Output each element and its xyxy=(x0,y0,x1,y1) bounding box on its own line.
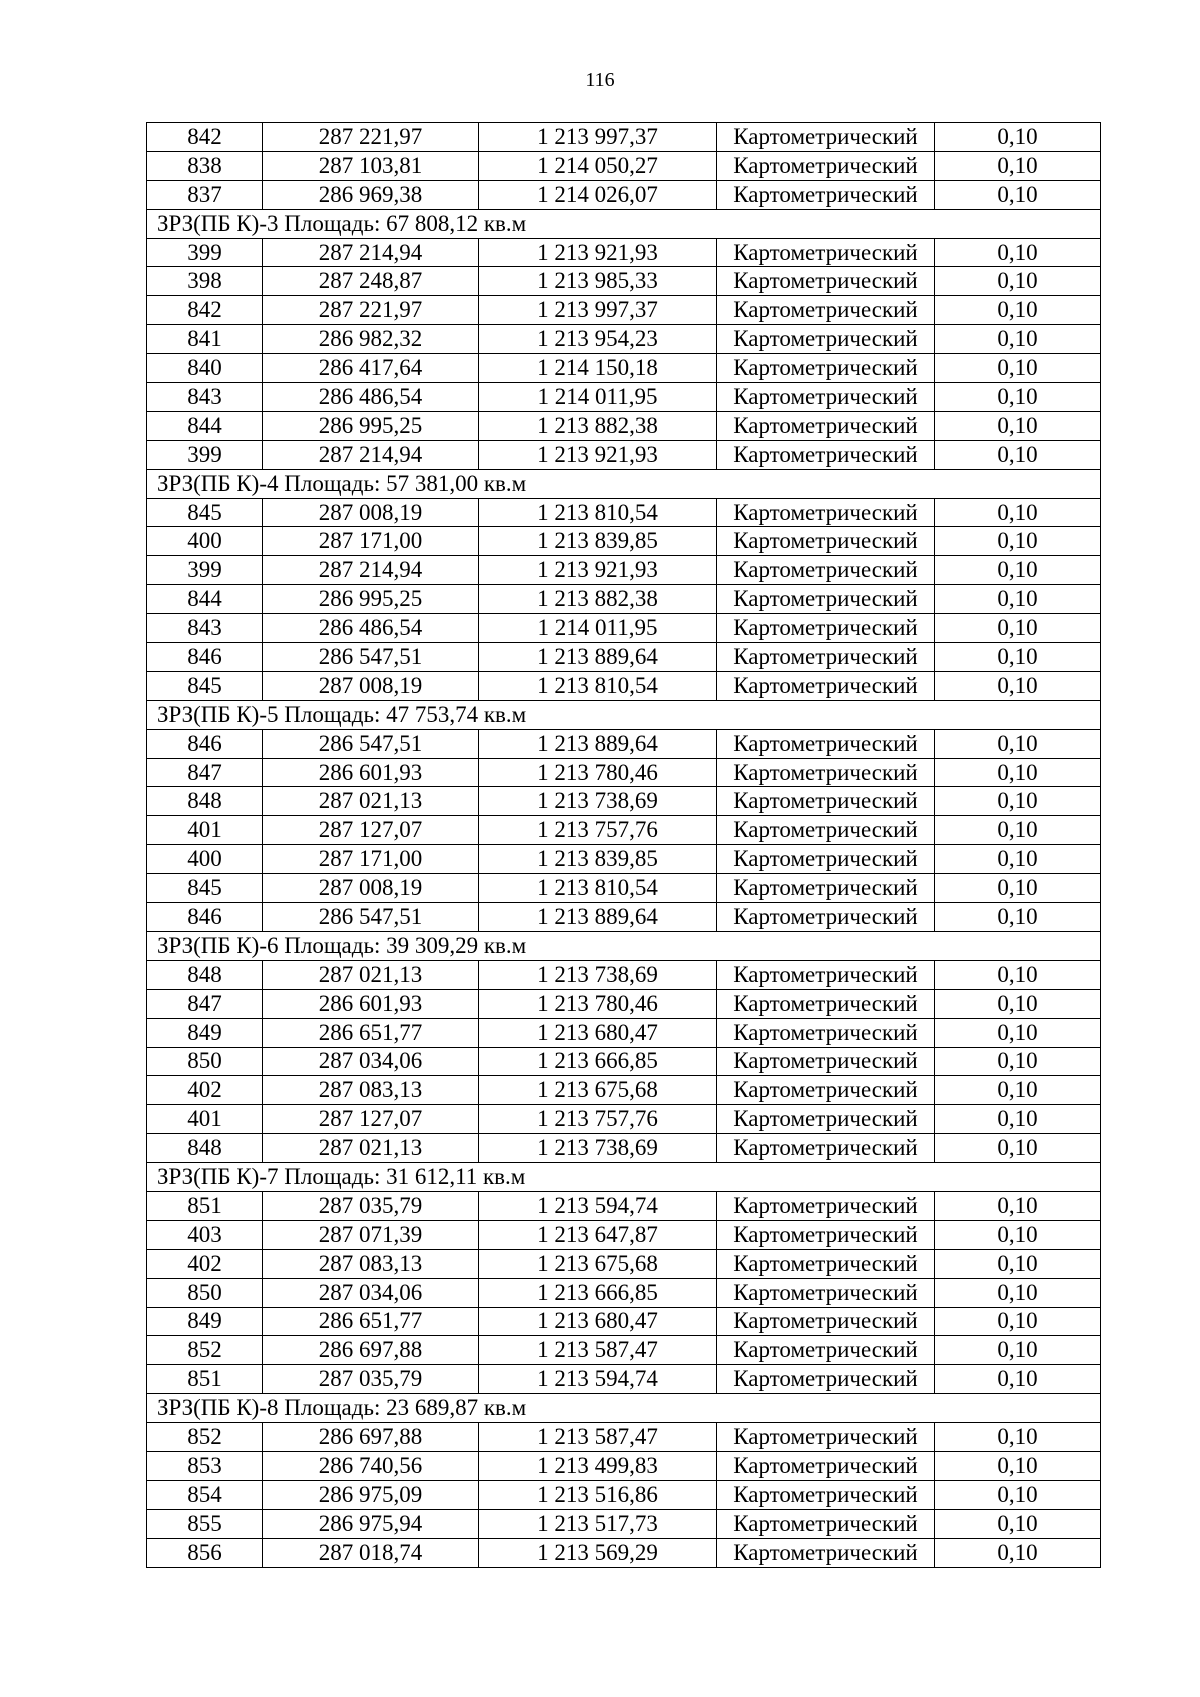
table-row xyxy=(147,758,1101,787)
point-number-cell: 399 xyxy=(147,238,263,267)
method-cell: Картометрический xyxy=(717,296,935,325)
y-coordinate-cell: 1 213 889,64 xyxy=(479,643,717,672)
accuracy-cell: 0,10 xyxy=(935,614,1101,643)
point-number-cell: 851 xyxy=(147,1191,263,1220)
table-row xyxy=(147,585,1101,614)
table-row xyxy=(147,354,1101,383)
accuracy-cell: 0,10 xyxy=(935,1307,1101,1336)
point-number-cell: 844 xyxy=(147,585,263,614)
method-cell: Картометрический xyxy=(717,1451,935,1480)
method-cell: Картометрический xyxy=(717,614,935,643)
accuracy-cell: 0,10 xyxy=(935,1134,1101,1163)
point-number-cell: 837 xyxy=(147,180,263,209)
method-cell: Картометрический xyxy=(717,903,935,932)
y-coordinate-cell: 1 213 889,64 xyxy=(479,903,717,932)
point-number-cell: 847 xyxy=(147,758,263,787)
method-cell: Картометрический xyxy=(717,383,935,412)
table-row xyxy=(147,411,1101,440)
method-cell: Картометрический xyxy=(717,180,935,209)
table-row xyxy=(147,123,1101,152)
y-coordinate-cell: 1 213 738,69 xyxy=(479,960,717,989)
table-row xyxy=(147,1249,1101,1278)
section-header: ЗРЗ(ПБ К)-3 Площадь: 67 808,12 кв.м xyxy=(147,209,1101,238)
table-row xyxy=(147,1307,1101,1336)
point-number-cell: 846 xyxy=(147,903,263,932)
y-coordinate-cell: 1 214 011,95 xyxy=(479,383,717,412)
table-row xyxy=(147,1018,1101,1047)
table-row xyxy=(147,1191,1101,1220)
point-number-cell: 846 xyxy=(147,729,263,758)
accuracy-cell: 0,10 xyxy=(935,1249,1101,1278)
y-coordinate-cell: 1 213 666,85 xyxy=(479,1047,717,1076)
table-row xyxy=(147,671,1101,700)
x-coordinate-cell: 286 969,38 xyxy=(263,180,479,209)
x-coordinate-cell: 286 486,54 xyxy=(263,614,479,643)
table-row xyxy=(147,787,1101,816)
table-row xyxy=(147,614,1101,643)
x-coordinate-cell: 287 035,79 xyxy=(263,1191,479,1220)
accuracy-cell: 0,10 xyxy=(935,1105,1101,1134)
table-row xyxy=(147,1538,1101,1567)
method-cell: Картометрический xyxy=(717,989,935,1018)
y-coordinate-cell: 1 213 997,37 xyxy=(479,123,717,152)
x-coordinate-cell: 287 034,06 xyxy=(263,1047,479,1076)
accuracy-cell: 0,10 xyxy=(935,1336,1101,1365)
x-coordinate-cell: 286 975,09 xyxy=(263,1480,479,1509)
table-row xyxy=(147,1509,1101,1538)
method-cell: Картометрический xyxy=(717,411,935,440)
point-number-cell: 854 xyxy=(147,1480,263,1509)
table-row xyxy=(147,1336,1101,1365)
point-number-cell: 850 xyxy=(147,1278,263,1307)
method-cell: Картометрический xyxy=(717,845,935,874)
x-coordinate-cell: 287 021,13 xyxy=(263,1134,479,1163)
y-coordinate-cell: 1 213 680,47 xyxy=(479,1307,717,1336)
y-coordinate-cell: 1 213 810,54 xyxy=(479,498,717,527)
y-coordinate-cell: 1 213 921,93 xyxy=(479,238,717,267)
method-cell: Картометрический xyxy=(717,816,935,845)
point-number-cell: 848 xyxy=(147,1134,263,1163)
accuracy-cell: 0,10 xyxy=(935,296,1101,325)
page-number: 116 xyxy=(585,69,615,91)
y-coordinate-cell: 1 213 757,76 xyxy=(479,816,717,845)
accuracy-cell: 0,10 xyxy=(935,585,1101,614)
point-number-cell: 399 xyxy=(147,440,263,469)
section-header-row xyxy=(147,700,1101,729)
y-coordinate-cell: 1 213 882,38 xyxy=(479,585,717,614)
x-coordinate-cell: 286 547,51 xyxy=(263,729,479,758)
x-coordinate-cell: 286 651,77 xyxy=(263,1018,479,1047)
section-header: ЗРЗ(ПБ К)-5 Площадь: 47 753,74 кв.м xyxy=(147,700,1101,729)
point-number-cell: 850 xyxy=(147,1047,263,1076)
y-coordinate-cell: 1 213 839,85 xyxy=(479,527,717,556)
point-number-cell: 398 xyxy=(147,267,263,296)
table-row xyxy=(147,1076,1101,1105)
table-row xyxy=(147,1220,1101,1249)
coordinates-table-body xyxy=(147,123,1101,1568)
point-number-cell: 843 xyxy=(147,614,263,643)
x-coordinate-cell: 287 248,87 xyxy=(263,267,479,296)
x-coordinate-cell: 286 601,93 xyxy=(263,758,479,787)
method-cell: Картометрический xyxy=(717,1134,935,1163)
accuracy-cell: 0,10 xyxy=(935,1480,1101,1509)
x-coordinate-cell: 287 221,97 xyxy=(263,123,479,152)
table-row xyxy=(147,556,1101,585)
table-row xyxy=(147,325,1101,354)
x-coordinate-cell: 286 697,88 xyxy=(263,1423,479,1452)
accuracy-cell: 0,10 xyxy=(935,440,1101,469)
accuracy-cell: 0,10 xyxy=(935,151,1101,180)
x-coordinate-cell: 287 171,00 xyxy=(263,845,479,874)
accuracy-cell: 0,10 xyxy=(935,383,1101,412)
x-coordinate-cell: 286 651,77 xyxy=(263,1307,479,1336)
coordinates-table xyxy=(146,122,1101,1568)
accuracy-cell: 0,10 xyxy=(935,527,1101,556)
accuracy-cell: 0,10 xyxy=(935,325,1101,354)
accuracy-cell: 0,10 xyxy=(935,874,1101,903)
table-row xyxy=(147,267,1101,296)
x-coordinate-cell: 287 008,19 xyxy=(263,498,479,527)
y-coordinate-cell: 1 213 780,46 xyxy=(479,989,717,1018)
point-number-cell: 851 xyxy=(147,1365,263,1394)
accuracy-cell: 0,10 xyxy=(935,1076,1101,1105)
method-cell: Картометрический xyxy=(717,729,935,758)
method-cell: Картометрический xyxy=(717,1249,935,1278)
method-cell: Картометрический xyxy=(717,556,935,585)
method-cell: Картометрический xyxy=(717,123,935,152)
table-row xyxy=(147,989,1101,1018)
y-coordinate-cell: 1 213 569,29 xyxy=(479,1538,717,1567)
y-coordinate-cell: 1 213 985,33 xyxy=(479,267,717,296)
point-number-cell: 843 xyxy=(147,383,263,412)
x-coordinate-cell: 287 008,19 xyxy=(263,874,479,903)
x-coordinate-cell: 287 034,06 xyxy=(263,1278,479,1307)
point-number-cell: 841 xyxy=(147,325,263,354)
method-cell: Картометрический xyxy=(717,151,935,180)
y-coordinate-cell: 1 213 738,69 xyxy=(479,1134,717,1163)
y-coordinate-cell: 1 213 738,69 xyxy=(479,787,717,816)
method-cell: Картометрический xyxy=(717,1220,935,1249)
x-coordinate-cell: 287 127,07 xyxy=(263,1105,479,1134)
point-number-cell: 399 xyxy=(147,556,263,585)
x-coordinate-cell: 286 740,56 xyxy=(263,1451,479,1480)
x-coordinate-cell: 287 221,97 xyxy=(263,296,479,325)
y-coordinate-cell: 1 213 647,87 xyxy=(479,1220,717,1249)
accuracy-cell: 0,10 xyxy=(935,643,1101,672)
table-row xyxy=(147,1423,1101,1452)
table-row xyxy=(147,1105,1101,1134)
y-coordinate-cell: 1 213 889,64 xyxy=(479,729,717,758)
method-cell: Картометрический xyxy=(717,325,935,354)
accuracy-cell: 0,10 xyxy=(935,1220,1101,1249)
table-row xyxy=(147,440,1101,469)
y-coordinate-cell: 1 214 026,07 xyxy=(479,180,717,209)
x-coordinate-cell: 286 547,51 xyxy=(263,903,479,932)
x-coordinate-cell: 287 021,13 xyxy=(263,787,479,816)
accuracy-cell: 0,10 xyxy=(935,238,1101,267)
x-coordinate-cell: 286 417,64 xyxy=(263,354,479,383)
method-cell: Картометрический xyxy=(717,1538,935,1567)
y-coordinate-cell: 1 213 921,93 xyxy=(479,556,717,585)
method-cell: Картометрический xyxy=(717,1509,935,1538)
method-cell: Картометрический xyxy=(717,1191,935,1220)
point-number-cell: 401 xyxy=(147,1105,263,1134)
y-coordinate-cell: 1 213 587,47 xyxy=(479,1423,717,1452)
point-number-cell: 844 xyxy=(147,411,263,440)
x-coordinate-cell: 286 547,51 xyxy=(263,643,479,672)
y-coordinate-cell: 1 213 810,54 xyxy=(479,874,717,903)
accuracy-cell: 0,10 xyxy=(935,671,1101,700)
table-row xyxy=(147,1278,1101,1307)
method-cell: Картометрический xyxy=(717,585,935,614)
x-coordinate-cell: 286 486,54 xyxy=(263,383,479,412)
point-number-cell: 842 xyxy=(147,123,263,152)
table-row xyxy=(147,1134,1101,1163)
accuracy-cell: 0,10 xyxy=(935,816,1101,845)
accuracy-cell: 0,10 xyxy=(935,556,1101,585)
x-coordinate-cell: 286 601,93 xyxy=(263,989,479,1018)
section-header: ЗРЗ(ПБ К)-7 Площадь: 31 612,11 кв.м xyxy=(147,1163,1101,1192)
point-number-cell: 400 xyxy=(147,527,263,556)
table-row xyxy=(147,238,1101,267)
point-number-cell: 845 xyxy=(147,671,263,700)
point-number-cell: 400 xyxy=(147,845,263,874)
method-cell: Картометрический xyxy=(717,527,935,556)
x-coordinate-cell: 286 697,88 xyxy=(263,1336,479,1365)
x-coordinate-cell: 287 171,00 xyxy=(263,527,479,556)
point-number-cell: 845 xyxy=(147,498,263,527)
table-row xyxy=(147,729,1101,758)
point-number-cell: 401 xyxy=(147,816,263,845)
accuracy-cell: 0,10 xyxy=(935,787,1101,816)
section-header-row xyxy=(147,469,1101,498)
method-cell: Картометрический xyxy=(717,238,935,267)
point-number-cell: 852 xyxy=(147,1423,263,1452)
accuracy-cell: 0,10 xyxy=(935,758,1101,787)
section-header: ЗРЗ(ПБ К)-8 Площадь: 23 689,87 кв.м xyxy=(147,1394,1101,1423)
y-coordinate-cell: 1 213 757,76 xyxy=(479,1105,717,1134)
point-number-cell: 856 xyxy=(147,1538,263,1567)
accuracy-cell: 0,10 xyxy=(935,267,1101,296)
method-cell: Картометрический xyxy=(717,1365,935,1394)
x-coordinate-cell: 287 214,94 xyxy=(263,238,479,267)
accuracy-cell: 0,10 xyxy=(935,729,1101,758)
accuracy-cell: 0,10 xyxy=(935,903,1101,932)
method-cell: Картометрический xyxy=(717,787,935,816)
y-coordinate-cell: 1 213 839,85 xyxy=(479,845,717,874)
table-row xyxy=(147,874,1101,903)
method-cell: Картометрический xyxy=(717,758,935,787)
table-row xyxy=(147,1480,1101,1509)
accuracy-cell: 0,10 xyxy=(935,1365,1101,1394)
table-row xyxy=(147,903,1101,932)
x-coordinate-cell: 286 995,25 xyxy=(263,411,479,440)
accuracy-cell: 0,10 xyxy=(935,354,1101,383)
point-number-cell: 402 xyxy=(147,1249,263,1278)
section-header-row xyxy=(147,1163,1101,1192)
y-coordinate-cell: 1 213 517,73 xyxy=(479,1509,717,1538)
method-cell: Картометрический xyxy=(717,498,935,527)
accuracy-cell: 0,10 xyxy=(935,1191,1101,1220)
x-coordinate-cell: 287 083,13 xyxy=(263,1076,479,1105)
accuracy-cell: 0,10 xyxy=(935,123,1101,152)
point-number-cell: 848 xyxy=(147,787,263,816)
table-row xyxy=(147,383,1101,412)
method-cell: Картометрический xyxy=(717,874,935,903)
point-number-cell: 838 xyxy=(147,151,263,180)
x-coordinate-cell: 287 035,79 xyxy=(263,1365,479,1394)
method-cell: Картометрический xyxy=(717,440,935,469)
x-coordinate-cell: 287 071,39 xyxy=(263,1220,479,1249)
section-header-row xyxy=(147,931,1101,960)
accuracy-cell: 0,10 xyxy=(935,1047,1101,1076)
method-cell: Картометрический xyxy=(717,1278,935,1307)
accuracy-cell: 0,10 xyxy=(935,989,1101,1018)
accuracy-cell: 0,10 xyxy=(935,1451,1101,1480)
y-coordinate-cell: 1 213 594,74 xyxy=(479,1365,717,1394)
point-number-cell: 852 xyxy=(147,1336,263,1365)
table-row xyxy=(147,296,1101,325)
method-cell: Картометрический xyxy=(717,267,935,296)
y-coordinate-cell: 1 213 921,93 xyxy=(479,440,717,469)
point-number-cell: 845 xyxy=(147,874,263,903)
table-row xyxy=(147,498,1101,527)
accuracy-cell: 0,10 xyxy=(935,1509,1101,1538)
section-header-row xyxy=(147,209,1101,238)
x-coordinate-cell: 287 008,19 xyxy=(263,671,479,700)
method-cell: Картометрический xyxy=(717,354,935,383)
y-coordinate-cell: 1 213 594,74 xyxy=(479,1191,717,1220)
y-coordinate-cell: 1 213 780,46 xyxy=(479,758,717,787)
method-cell: Картометрический xyxy=(717,1307,935,1336)
y-coordinate-cell: 1 213 587,47 xyxy=(479,1336,717,1365)
method-cell: Картометрический xyxy=(717,1105,935,1134)
x-coordinate-cell: 287 214,94 xyxy=(263,556,479,585)
table-row xyxy=(147,527,1101,556)
accuracy-cell: 0,10 xyxy=(935,1018,1101,1047)
method-cell: Картометрический xyxy=(717,1336,935,1365)
x-coordinate-cell: 287 018,74 xyxy=(263,1538,479,1567)
x-coordinate-cell: 287 021,13 xyxy=(263,960,479,989)
x-coordinate-cell: 287 083,13 xyxy=(263,1249,479,1278)
point-number-cell: 849 xyxy=(147,1307,263,1336)
table-row xyxy=(147,960,1101,989)
y-coordinate-cell: 1 214 050,27 xyxy=(479,151,717,180)
y-coordinate-cell: 1 213 810,54 xyxy=(479,671,717,700)
method-cell: Картометрический xyxy=(717,960,935,989)
y-coordinate-cell: 1 214 150,18 xyxy=(479,354,717,383)
method-cell: Картометрический xyxy=(717,1480,935,1509)
y-coordinate-cell: 1 213 882,38 xyxy=(479,411,717,440)
method-cell: Картометрический xyxy=(717,1423,935,1452)
method-cell: Картометрический xyxy=(717,1047,935,1076)
section-header-row xyxy=(147,1394,1101,1423)
point-number-cell: 403 xyxy=(147,1220,263,1249)
y-coordinate-cell: 1 213 680,47 xyxy=(479,1018,717,1047)
accuracy-cell: 0,10 xyxy=(935,845,1101,874)
section-header: ЗРЗ(ПБ К)-6 Площадь: 39 309,29 кв.м xyxy=(147,931,1101,960)
accuracy-cell: 0,10 xyxy=(935,1278,1101,1307)
x-coordinate-cell: 286 982,32 xyxy=(263,325,479,354)
point-number-cell: 848 xyxy=(147,960,263,989)
point-number-cell: 853 xyxy=(147,1451,263,1480)
point-number-cell: 855 xyxy=(147,1509,263,1538)
table-row xyxy=(147,180,1101,209)
x-coordinate-cell: 287 214,94 xyxy=(263,440,479,469)
section-header: ЗРЗ(ПБ К)-4 Площадь: 57 381,00 кв.м xyxy=(147,469,1101,498)
y-coordinate-cell: 1 213 997,37 xyxy=(479,296,717,325)
y-coordinate-cell: 1 213 675,68 xyxy=(479,1249,717,1278)
table-row xyxy=(147,643,1101,672)
y-coordinate-cell: 1 213 666,85 xyxy=(479,1278,717,1307)
table-row xyxy=(147,816,1101,845)
accuracy-cell: 0,10 xyxy=(935,411,1101,440)
method-cell: Картометрический xyxy=(717,1018,935,1047)
accuracy-cell: 0,10 xyxy=(935,498,1101,527)
x-coordinate-cell: 287 103,81 xyxy=(263,151,479,180)
y-coordinate-cell: 1 214 011,95 xyxy=(479,614,717,643)
point-number-cell: 402 xyxy=(147,1076,263,1105)
y-coordinate-cell: 1 213 675,68 xyxy=(479,1076,717,1105)
point-number-cell: 847 xyxy=(147,989,263,1018)
table-row xyxy=(147,845,1101,874)
x-coordinate-cell: 287 127,07 xyxy=(263,816,479,845)
table-row xyxy=(147,151,1101,180)
y-coordinate-cell: 1 213 516,86 xyxy=(479,1480,717,1509)
point-number-cell: 849 xyxy=(147,1018,263,1047)
x-coordinate-cell: 286 995,25 xyxy=(263,585,479,614)
accuracy-cell: 0,10 xyxy=(935,960,1101,989)
y-coordinate-cell: 1 213 954,23 xyxy=(479,325,717,354)
method-cell: Картометрический xyxy=(717,671,935,700)
point-number-cell: 840 xyxy=(147,354,263,383)
table-row xyxy=(147,1047,1101,1076)
method-cell: Картометрический xyxy=(717,643,935,672)
table-row xyxy=(147,1451,1101,1480)
method-cell: Картометрический xyxy=(717,1076,935,1105)
accuracy-cell: 0,10 xyxy=(935,180,1101,209)
point-number-cell: 842 xyxy=(147,296,263,325)
x-coordinate-cell: 286 975,94 xyxy=(263,1509,479,1538)
y-coordinate-cell: 1 213 499,83 xyxy=(479,1451,717,1480)
accuracy-cell: 0,10 xyxy=(935,1538,1101,1567)
accuracy-cell: 0,10 xyxy=(935,1423,1101,1452)
point-number-cell: 846 xyxy=(147,643,263,672)
table-row xyxy=(147,1365,1101,1394)
